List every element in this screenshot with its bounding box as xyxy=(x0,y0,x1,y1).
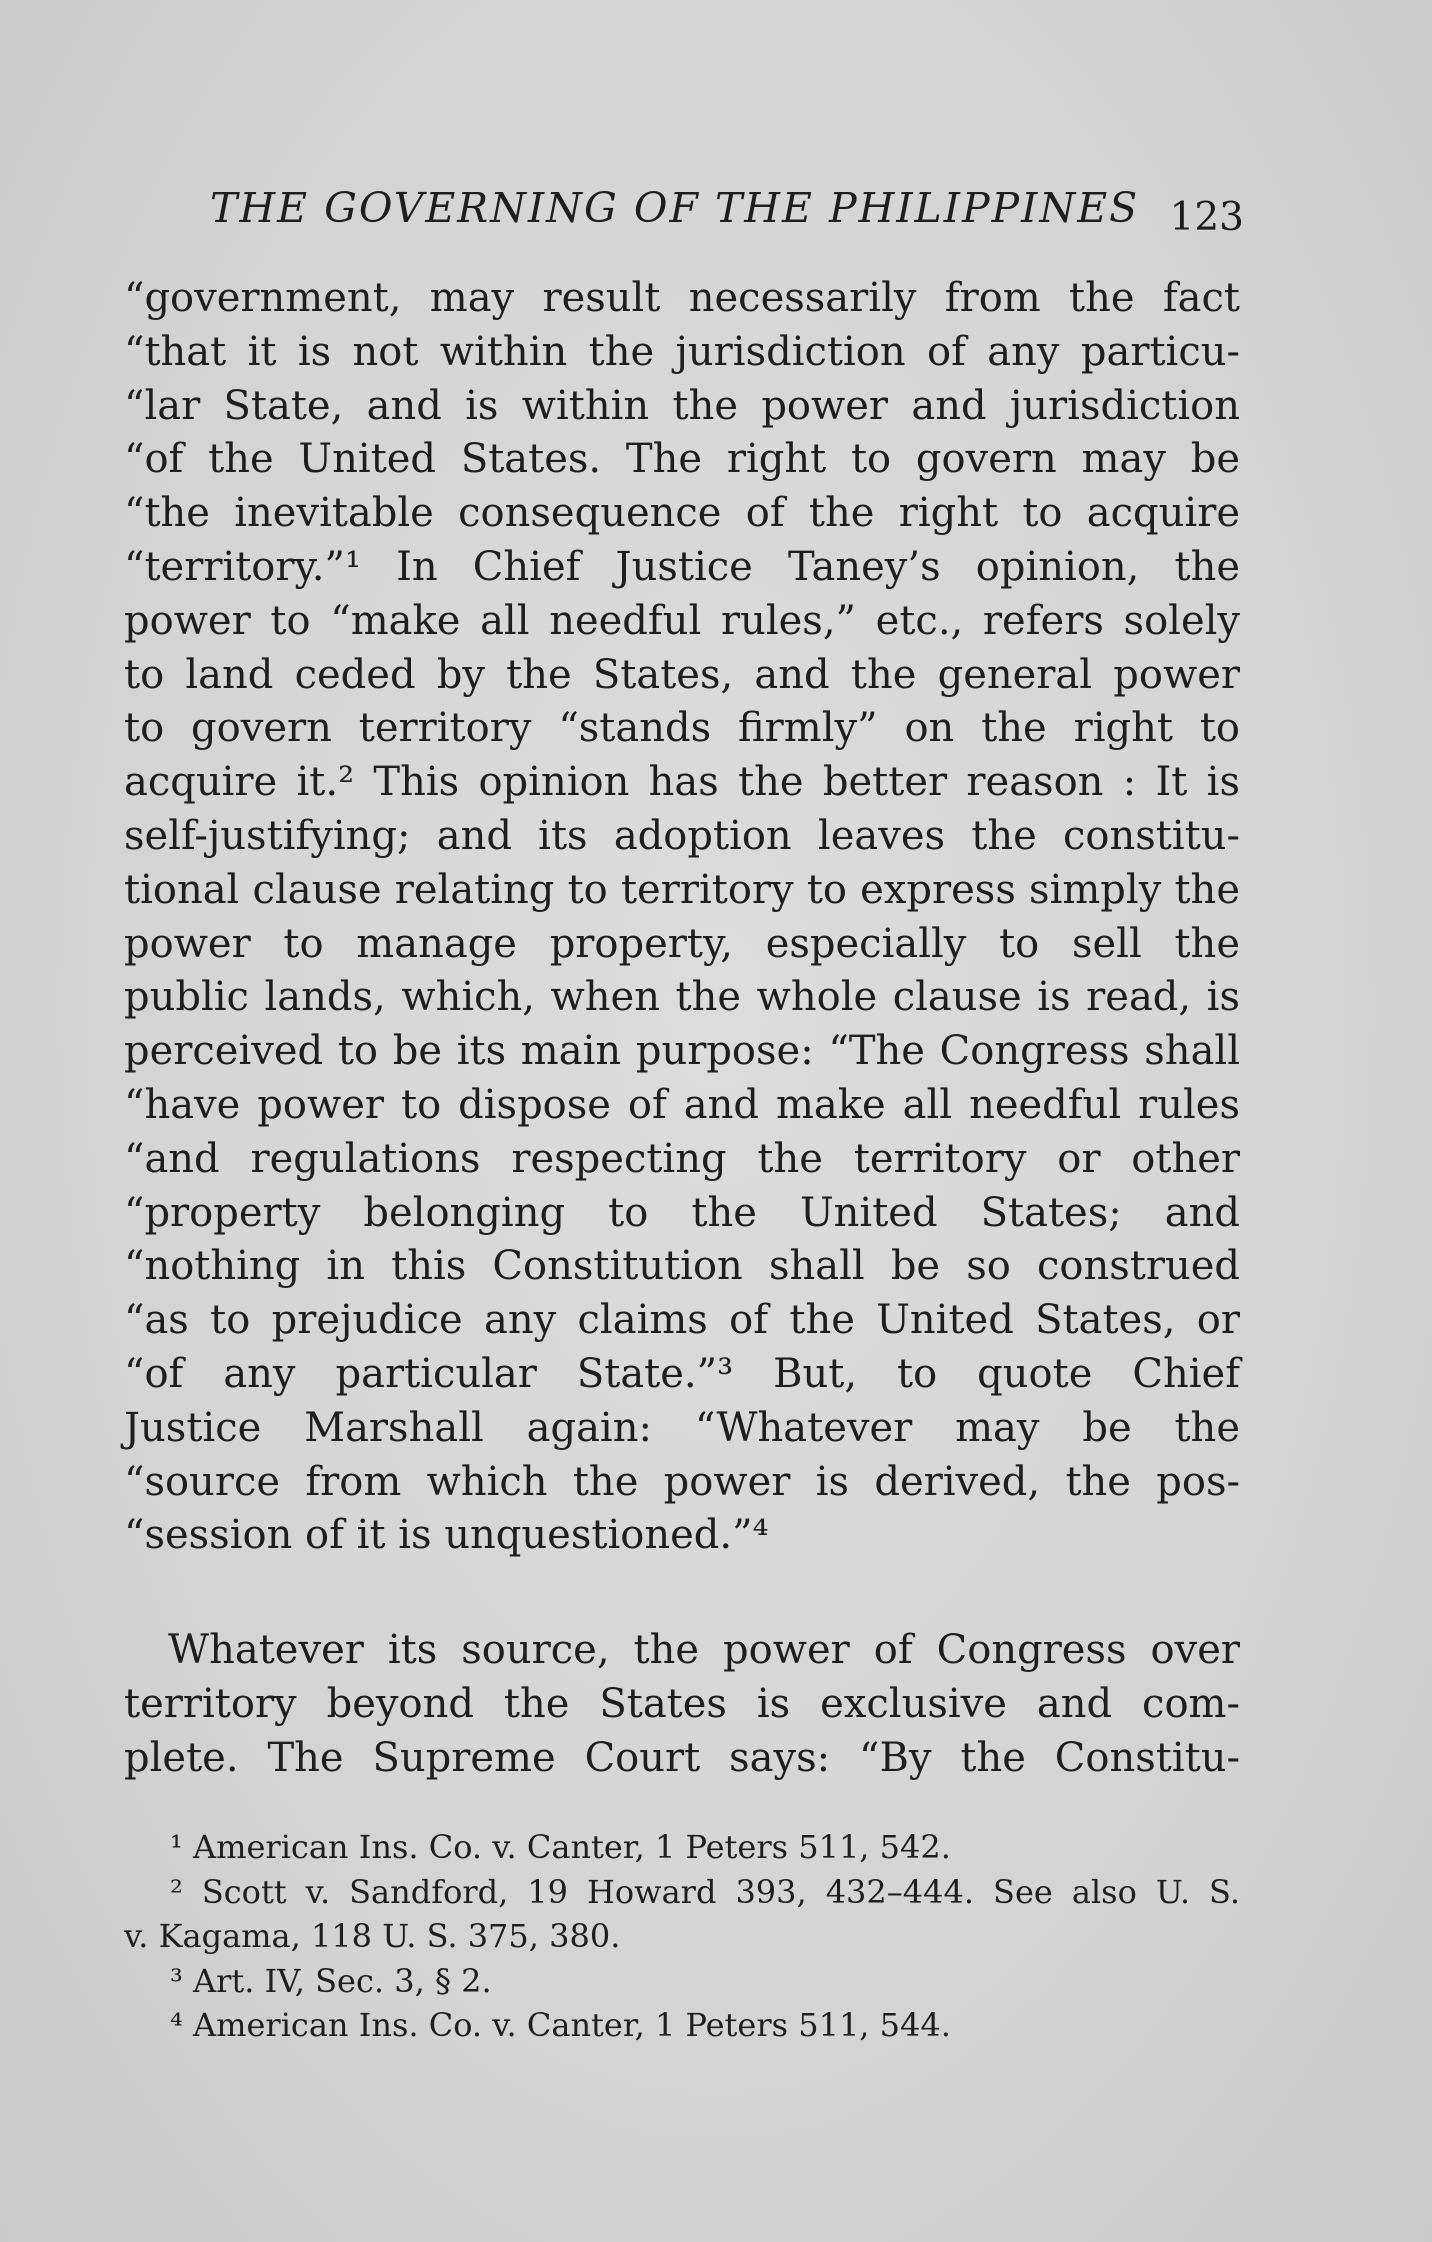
text-line: acquire it.² This opinion has the better reason : It is xyxy=(124,759,1240,806)
text-line: “nothing in this Constitution shall be so construed xyxy=(124,1243,1240,1290)
text-line: plete. The Supreme Court says: “By the Constitu- xyxy=(124,1734,1240,1781)
footnote-4: ⁴ American Ins. Co. v. Canter, 1 Peters 511, 544. xyxy=(170,2006,951,2044)
text-line: “territory.”¹ In Chief Justice Taney’s opinion, the xyxy=(124,543,1240,590)
text-line: perceived to be its main purpose: “The Congress shall xyxy=(124,1028,1240,1075)
text-line: “of the United States. The right to govern may be xyxy=(124,436,1240,483)
text-line: public lands, which, when the whole clause is read, is xyxy=(124,974,1240,1021)
text-line: “session of it is unquestioned.”⁴ xyxy=(124,1512,769,1559)
running-head xyxy=(124,178,1244,238)
text-line: “government, may result necessarily from the fact xyxy=(124,275,1240,321)
footnote-1: ¹ American Ins. Co. v. Canter, 1 Peters 511, 542. xyxy=(170,1828,951,1866)
text-line: “of any particular State.”³ But, to quote Chief xyxy=(124,1350,1240,1397)
footnote-2: ² Scott v. Sandford, 19 Howard 393, 432–444. See also U. S. xyxy=(170,1872,1240,1911)
text-line: to govern territory “stands firmly” on the right to xyxy=(124,705,1240,752)
text-line: “property belonging to the United States; and xyxy=(124,1189,1240,1236)
paragraph-2 xyxy=(124,1624,1240,1785)
text-line: tional clause relating to territory to express simply the xyxy=(124,866,1240,913)
paragraph-1 xyxy=(124,272,1240,1563)
footnote-2-continued: v. Kagama, 118 U. S. 375, 380. xyxy=(124,1917,621,1955)
text-line: “have power to dispose of and make all needful rules xyxy=(124,1081,1240,1128)
text-line: “and regulations respecting the territory or other xyxy=(124,1135,1240,1182)
running-title: THE GOVERNING OF THE PHILIPPINES xyxy=(210,184,1140,232)
footnotes xyxy=(124,1825,1240,2048)
text-line: territory beyond the States is exclusive and com- xyxy=(124,1680,1240,1727)
text-line: “lar State, and is within the power and jurisdiction xyxy=(124,382,1240,429)
text-line: Whatever its source, the power of Congress over xyxy=(168,1627,1240,1673)
text-line: to land ceded by the States, and the general power xyxy=(124,651,1240,698)
text-line: power to “make all needful rules,” etc., refers solely xyxy=(124,597,1240,644)
text-line: “source from which the power is derived, the pos- xyxy=(124,1458,1240,1505)
text-line: “as to prejudice any claims of the United States, or xyxy=(124,1297,1240,1344)
text-line: self-justifying; and its adoption leaves the constitu- xyxy=(124,812,1240,859)
footnote-3: ³ Art. IV, Sec. 3, § 2. xyxy=(170,1961,492,2000)
text-line: power to manage property, especially to sell the xyxy=(124,920,1240,967)
text-line: “the inevitable consequence of the right to acquire xyxy=(124,490,1240,537)
text-line: “that it is not within the jurisdiction of any particu- xyxy=(124,328,1240,375)
page-number: 123 xyxy=(1169,195,1244,240)
text-line: Justice Marshall again: “Whatever may be the xyxy=(124,1404,1240,1451)
